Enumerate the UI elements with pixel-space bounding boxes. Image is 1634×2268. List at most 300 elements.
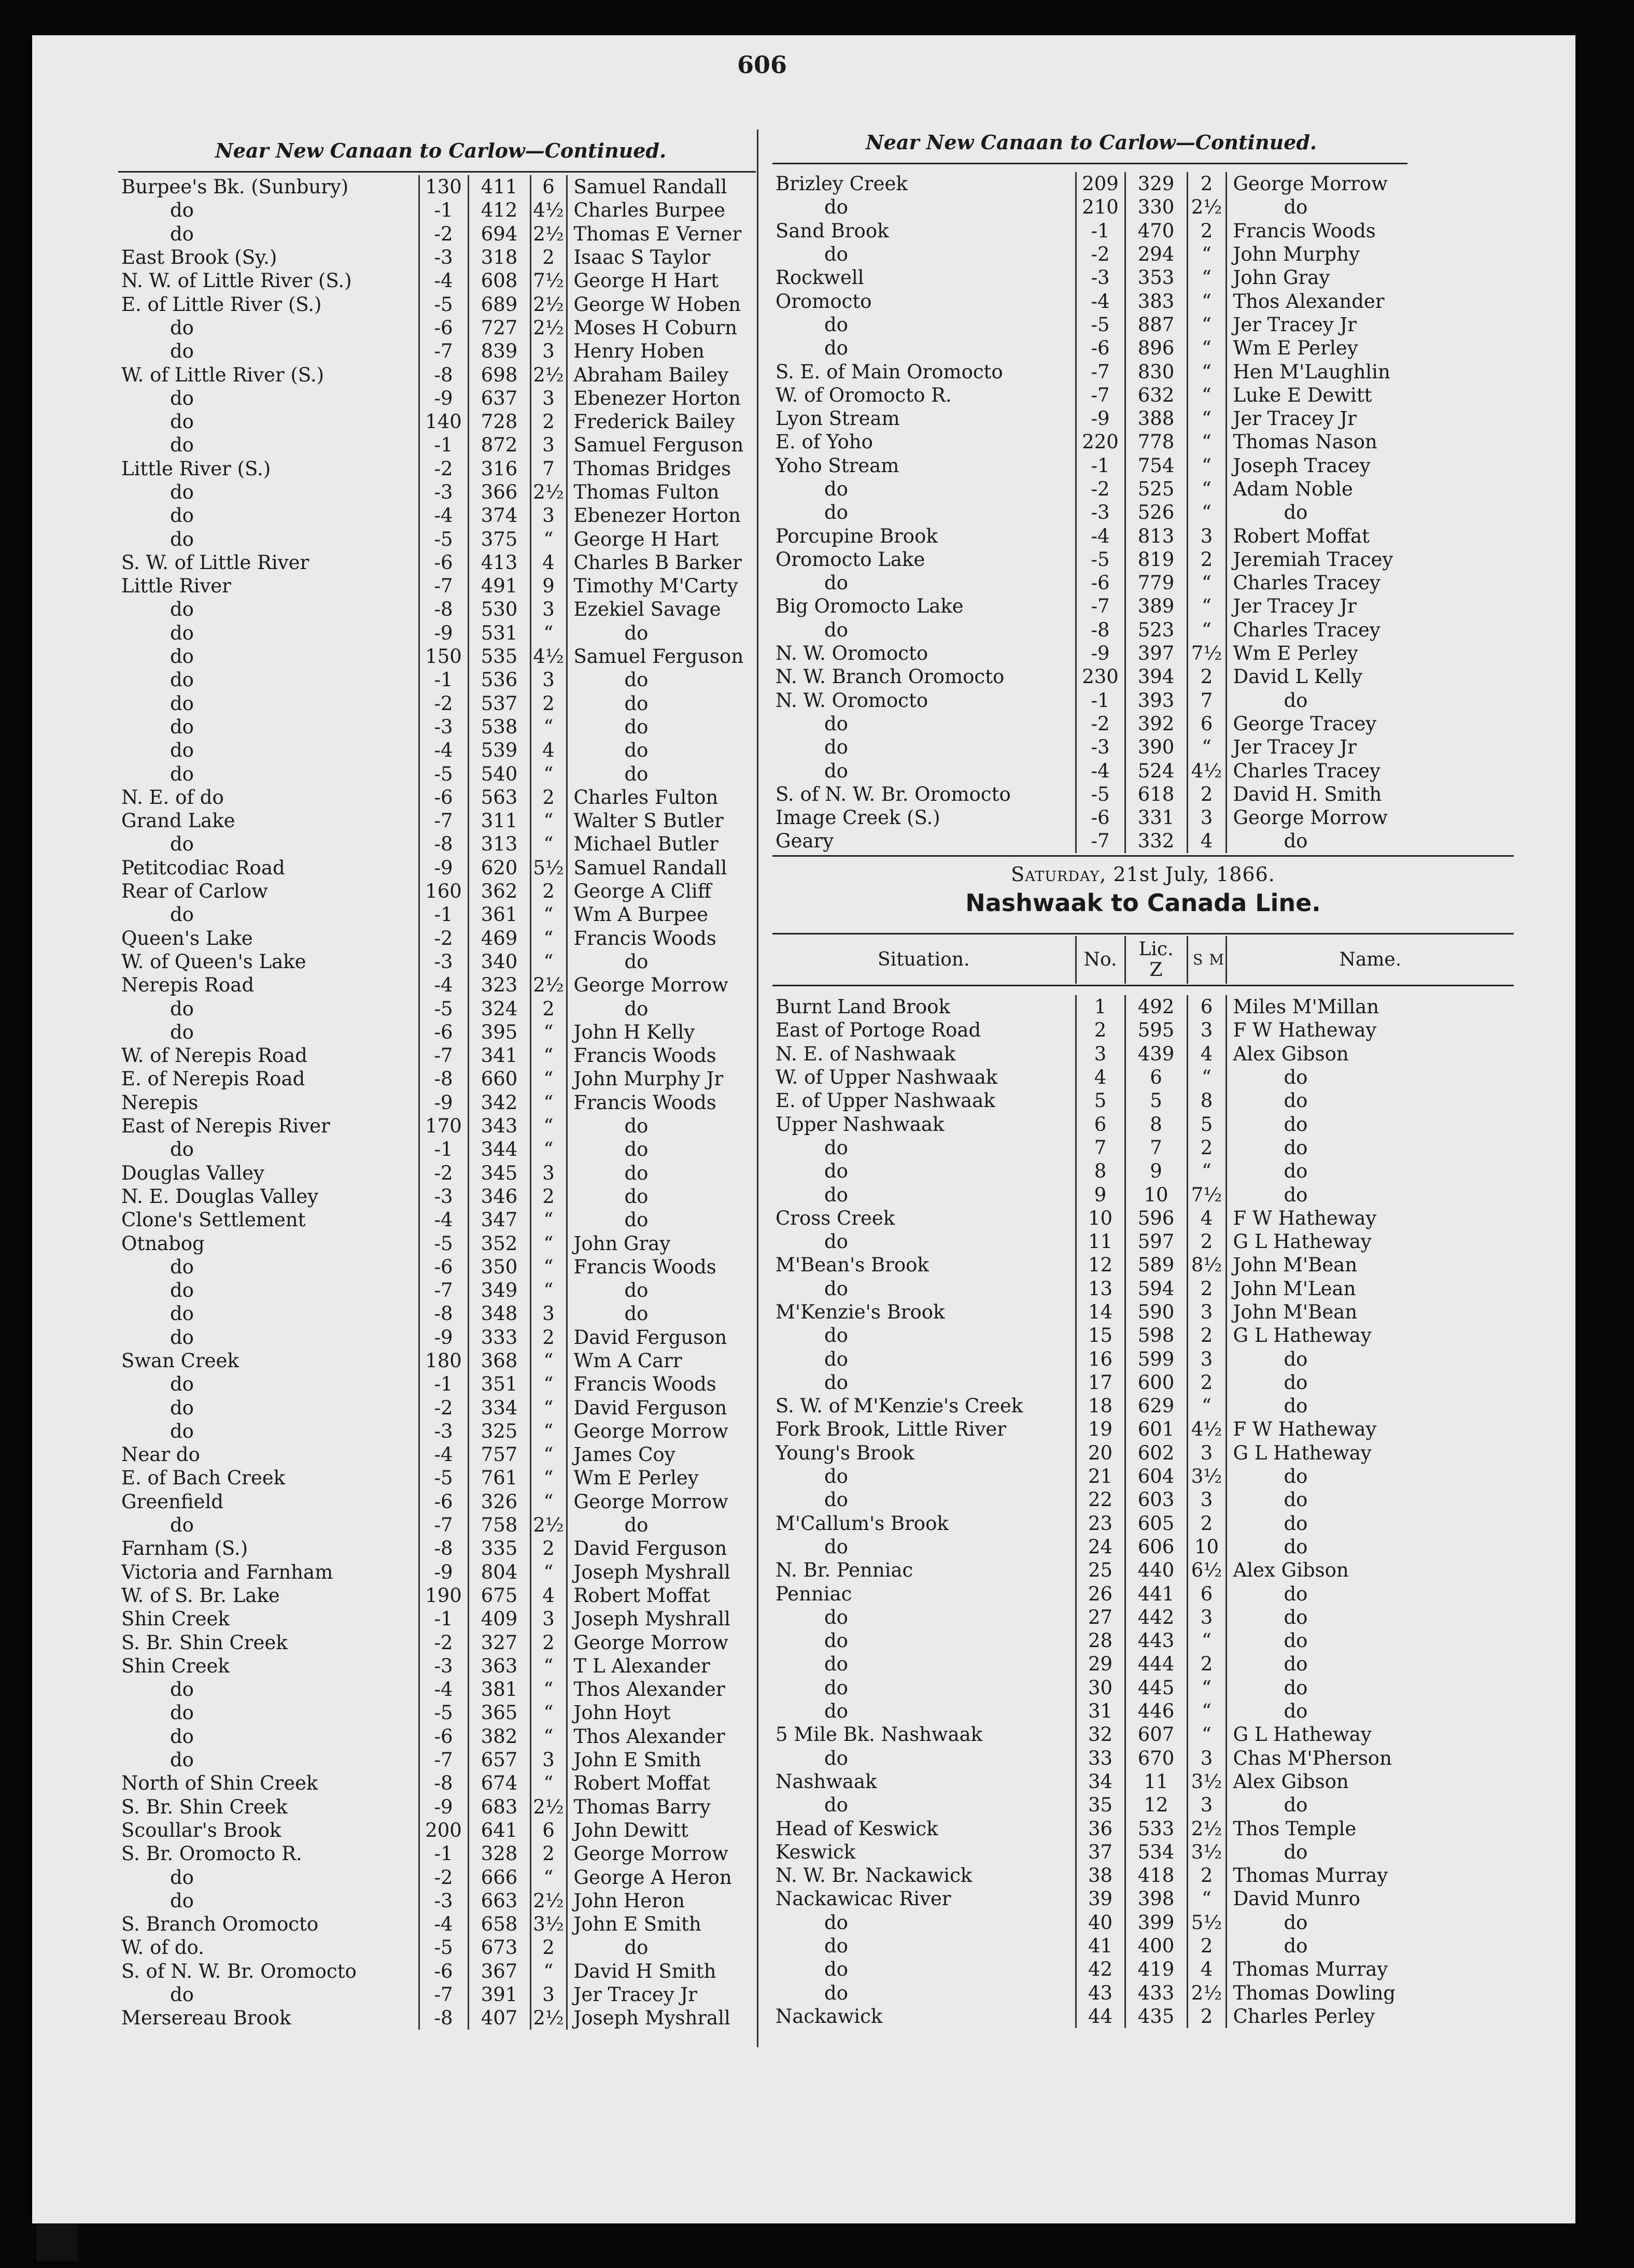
name-cell: F W Hatheway bbox=[1226, 1207, 1514, 1230]
miles-cell: 2 bbox=[1187, 1934, 1226, 1958]
name-cell: do bbox=[1226, 1699, 1514, 1723]
license-cell: 761 bbox=[468, 1466, 530, 1490]
name-cell: George H Hart bbox=[567, 269, 764, 292]
license-cell: 345 bbox=[468, 1161, 530, 1184]
miles-cell: 8 bbox=[1187, 1089, 1226, 1112]
miles-cell: 6½ bbox=[1187, 1558, 1226, 1582]
miles-cell: “ bbox=[1187, 384, 1226, 407]
nashwaak-row bbox=[772, 1817, 1514, 1840]
license-cell: 598 bbox=[1125, 1324, 1187, 1347]
miles-cell: 2 bbox=[530, 997, 567, 1020]
situation-cell: E. of Little River (S.) bbox=[121, 293, 322, 316]
nash-header-bottom-rule bbox=[772, 985, 1514, 986]
license-cell: 409 bbox=[468, 1607, 530, 1631]
situation-cell: S. Br. Shin Creek bbox=[121, 1795, 288, 1818]
number-cell: 29 bbox=[1076, 1652, 1125, 1676]
name-cell: Samuel Randall bbox=[567, 175, 764, 199]
license-cell: 606 bbox=[1125, 1535, 1187, 1558]
number-cell: -2 bbox=[419, 1631, 468, 1654]
nashwaak-row bbox=[772, 1840, 1514, 1864]
miles-cell: 2 bbox=[530, 1185, 567, 1208]
name-cell: F W Hatheway bbox=[1226, 1418, 1514, 1441]
situation-cell: do bbox=[824, 1981, 848, 2004]
name-cell: Henry Hoben bbox=[567, 339, 764, 363]
number-cell: -5 bbox=[419, 1231, 468, 1255]
situation-cell: Nackawick bbox=[776, 2005, 883, 2028]
number-cell: -4 bbox=[419, 1678, 468, 1701]
license-cell: 6 bbox=[1125, 1066, 1187, 1089]
nashwaak-row bbox=[772, 1253, 1514, 1277]
license-cell: 311 bbox=[468, 809, 530, 832]
situation-cell: do bbox=[824, 1794, 848, 1817]
ledger-row bbox=[118, 1678, 764, 1701]
miles-cell: 3 bbox=[530, 504, 567, 527]
number-cell: -9 bbox=[419, 1561, 468, 1584]
name-cell: Ezekiel Savage bbox=[567, 598, 764, 621]
situation-cell: do bbox=[170, 1983, 194, 2006]
license-cell: 397 bbox=[1125, 642, 1187, 665]
name-cell: do bbox=[567, 715, 764, 739]
license-cell: 594 bbox=[1125, 1277, 1187, 1300]
license-cell: 441 bbox=[1125, 1582, 1187, 1605]
number-cell: -7 bbox=[1076, 384, 1125, 407]
name-cell: do bbox=[1226, 1934, 1514, 1958]
ledger-row bbox=[118, 1208, 764, 1231]
ledger-row bbox=[118, 1513, 764, 1537]
ledger-row bbox=[772, 806, 1514, 829]
name-cell: Moses H Coburn bbox=[567, 316, 764, 339]
header-z-label: Z bbox=[1149, 959, 1163, 981]
nashwaak-row bbox=[772, 1981, 1514, 2004]
situation-cell: do bbox=[170, 1279, 194, 1302]
nashwaak-row bbox=[772, 1488, 1514, 1511]
miles-cell: 2 bbox=[530, 880, 567, 903]
ledger-row bbox=[118, 1584, 764, 1607]
miles-cell: 2 bbox=[1187, 1230, 1226, 1253]
name-cell: do bbox=[1226, 1535, 1514, 1558]
miles-cell: “ bbox=[1187, 313, 1226, 336]
license-cell: 674 bbox=[468, 1771, 530, 1795]
name-cell: Hen M'Laughlin bbox=[1226, 360, 1514, 383]
left-ledger-table bbox=[118, 175, 764, 2030]
left-heading-rule bbox=[118, 171, 756, 173]
name-cell: do bbox=[567, 668, 764, 691]
miles-cell: “ bbox=[530, 1396, 567, 1419]
ledger-row bbox=[772, 548, 1514, 571]
miles-cell: 2 bbox=[1187, 172, 1226, 195]
license-cell: 896 bbox=[1125, 336, 1187, 360]
miles-cell: “ bbox=[1187, 1676, 1226, 1699]
number-cell: -2 bbox=[419, 222, 468, 246]
situation-cell: Sand Brook bbox=[776, 219, 889, 242]
miles-cell: “ bbox=[530, 1490, 567, 1513]
ledger-row bbox=[118, 856, 764, 880]
name-cell: Wm E Perley bbox=[567, 1466, 764, 1490]
nashwaak-row bbox=[772, 1558, 1514, 1582]
license-cell: 351 bbox=[468, 1372, 530, 1396]
situation-cell: do bbox=[170, 316, 194, 339]
situation-cell: S. Br. Shin Creek bbox=[121, 1631, 288, 1654]
ledger-row bbox=[772, 594, 1514, 618]
number-cell: -5 bbox=[419, 762, 468, 785]
right-heading-cont: Continued. bbox=[1195, 131, 1317, 154]
license-cell: 362 bbox=[468, 880, 530, 903]
situation-cell: do bbox=[824, 1230, 848, 1253]
miles-cell: “ bbox=[1187, 477, 1226, 501]
situation-cell: N. E. of Nashwaak bbox=[776, 1042, 956, 1065]
ledger-row bbox=[118, 363, 764, 386]
number-cell: -9 bbox=[419, 621, 468, 645]
name-cell: Francis Woods bbox=[567, 927, 764, 950]
ledger-row bbox=[118, 292, 764, 316]
nashwaak-row bbox=[772, 1277, 1514, 1300]
name-cell: Thomas Nason bbox=[1226, 430, 1514, 453]
number-cell: 15 bbox=[1076, 1324, 1125, 1347]
situation-cell: do bbox=[170, 504, 194, 527]
ledger-row bbox=[118, 1561, 764, 1584]
ledger-row bbox=[118, 316, 764, 339]
miles-cell: 2½ bbox=[530, 1795, 567, 1818]
number-cell: -6 bbox=[419, 1020, 468, 1044]
situation-cell: do bbox=[824, 1183, 848, 1206]
miles-cell: 2 bbox=[1187, 1277, 1226, 1300]
miles-cell: “ bbox=[1187, 243, 1226, 266]
number-cell: -1 bbox=[1076, 689, 1125, 712]
number-cell: 34 bbox=[1076, 1770, 1125, 1793]
license-cell: 352 bbox=[468, 1231, 530, 1255]
license-cell: 538 bbox=[468, 715, 530, 739]
number-cell: 22 bbox=[1076, 1488, 1125, 1511]
name-cell: John Heron bbox=[567, 1889, 764, 1912]
license-cell: 608 bbox=[468, 269, 530, 292]
ledger-row bbox=[118, 997, 764, 1020]
number-cell: -5 bbox=[419, 292, 468, 316]
miles-cell: 7 bbox=[530, 457, 567, 480]
number-cell: -1 bbox=[1076, 219, 1125, 243]
situation-cell: do bbox=[824, 1700, 848, 1723]
name-cell: Luke E Dewitt bbox=[1226, 384, 1514, 407]
name-cell: Thos Alexander bbox=[567, 1678, 764, 1701]
name-cell: Joseph Myshrall bbox=[567, 1561, 764, 1584]
number-cell: -8 bbox=[419, 1302, 468, 1325]
license-cell: 872 bbox=[468, 433, 530, 457]
miles-cell: 2 bbox=[530, 1936, 567, 1959]
number-cell: -7 bbox=[419, 574, 468, 598]
miles-cell: “ bbox=[530, 832, 567, 856]
name-cell: Chas M'Pherson bbox=[1226, 1747, 1514, 1770]
number-cell: 2 bbox=[1076, 1018, 1125, 1042]
ledger-row bbox=[772, 571, 1514, 594]
situation-cell: do bbox=[170, 1326, 194, 1349]
nashwaak-row bbox=[772, 1207, 1514, 1230]
license-cell: 534 bbox=[1125, 1840, 1187, 1864]
name-cell: Charles Tracey bbox=[1226, 759, 1514, 782]
license-cell: 689 bbox=[468, 292, 530, 316]
miles-cell: 3 bbox=[530, 1302, 567, 1325]
number-cell: 33 bbox=[1076, 1747, 1125, 1770]
number-cell: -5 bbox=[419, 527, 468, 550]
name-cell: do bbox=[567, 621, 764, 645]
number-cell: 230 bbox=[1076, 665, 1125, 688]
license-cell: 374 bbox=[468, 504, 530, 527]
situation-cell: Burpee's Bk. (Sunbury) bbox=[121, 176, 349, 199]
number-cell: -2 bbox=[1076, 477, 1125, 501]
miles-cell: “ bbox=[530, 1114, 567, 1138]
number-cell: -7 bbox=[419, 1748, 468, 1771]
ledger-row bbox=[772, 524, 1514, 547]
miles-cell: “ bbox=[530, 1865, 567, 1889]
situation-cell: N. W. Br. Nackawick bbox=[776, 1864, 973, 1887]
miles-cell: “ bbox=[530, 1279, 567, 1302]
nashwaak-row bbox=[772, 1324, 1514, 1347]
name-cell: do bbox=[1226, 1394, 1514, 1418]
situation-cell: do bbox=[170, 434, 194, 457]
ledger-row bbox=[772, 243, 1514, 266]
name-cell: Joseph Tracey bbox=[1226, 454, 1514, 477]
ledger-row bbox=[118, 222, 764, 246]
name-cell: Wm A Carr bbox=[567, 1349, 764, 1372]
situation-cell: Swan Creek bbox=[121, 1349, 239, 1372]
page-number: 606 bbox=[737, 51, 787, 79]
situation-cell: Little River bbox=[121, 575, 231, 598]
miles-cell: “ bbox=[1187, 454, 1226, 477]
nashwaak-row bbox=[772, 1089, 1514, 1112]
name-cell: do bbox=[567, 1208, 764, 1231]
license-cell: 887 bbox=[1125, 313, 1187, 336]
license-cell: 363 bbox=[468, 1654, 530, 1678]
name-cell: do bbox=[567, 1185, 764, 1208]
ledger-row bbox=[118, 387, 764, 410]
number-cell: 39 bbox=[1076, 1887, 1125, 1910]
miles-cell: 4½ bbox=[530, 645, 567, 668]
miles-cell: 7½ bbox=[1187, 1183, 1226, 1206]
name-cell: John Murphy bbox=[1226, 243, 1514, 266]
license-cell: 660 bbox=[468, 1067, 530, 1090]
name-cell: Thos Alexander bbox=[567, 1725, 764, 1748]
ledger-row bbox=[118, 1466, 764, 1490]
situation-cell: do bbox=[170, 222, 194, 245]
number-cell: 130 bbox=[419, 175, 468, 199]
number-cell: -1 bbox=[419, 903, 468, 926]
miles-cell: “ bbox=[1187, 735, 1226, 759]
number-cell: -6 bbox=[419, 1725, 468, 1748]
name-cell: George Morrow bbox=[567, 1631, 764, 1654]
name-cell: Adam Noble bbox=[1226, 477, 1514, 501]
miles-cell: 4 bbox=[1187, 1042, 1226, 1066]
ledger-row bbox=[118, 1725, 764, 1748]
miles-cell: 10 bbox=[1187, 1535, 1226, 1558]
name-cell: John Gray bbox=[567, 1231, 764, 1255]
miles-cell: “ bbox=[530, 1654, 567, 1678]
name-cell: do bbox=[1226, 1676, 1514, 1699]
number-cell: 200 bbox=[419, 1819, 468, 1842]
miles-cell: “ bbox=[1187, 289, 1226, 313]
ledger-row bbox=[118, 1114, 764, 1138]
number-cell: 19 bbox=[1076, 1418, 1125, 1441]
situation-cell: do bbox=[170, 621, 194, 644]
ledger-row bbox=[118, 1771, 764, 1795]
ledger-row bbox=[118, 668, 764, 691]
miles-cell: 4 bbox=[530, 739, 567, 762]
situation-cell: Grand Lake bbox=[121, 810, 235, 832]
miles-cell: “ bbox=[1187, 360, 1226, 383]
license-cell: 407 bbox=[468, 2006, 530, 2030]
ledger-row bbox=[118, 1185, 764, 1208]
situation-cell: M'Bean's Brook bbox=[776, 1254, 929, 1277]
number-cell: -7 bbox=[419, 339, 468, 363]
ledger-row bbox=[118, 480, 764, 504]
name-cell: Walter S Butler bbox=[567, 809, 764, 832]
license-cell: 348 bbox=[468, 1302, 530, 1325]
ledger-row bbox=[118, 1161, 764, 1184]
ledger-row bbox=[118, 1067, 764, 1090]
name-cell: George Morrow bbox=[567, 1490, 764, 1513]
name-cell: Thomas Murray bbox=[1226, 1958, 1514, 1981]
miles-cell: “ bbox=[530, 762, 567, 785]
number-cell: 10 bbox=[1076, 1207, 1125, 1230]
name-cell: do bbox=[1226, 1089, 1514, 1112]
header-s: S bbox=[1187, 936, 1208, 984]
situation-cell: do bbox=[824, 618, 848, 641]
situation-cell: North of Shin Creek bbox=[121, 1772, 318, 1795]
center-divider bbox=[757, 130, 758, 2047]
license-cell: 839 bbox=[468, 339, 530, 363]
ledger-row bbox=[772, 289, 1514, 313]
situation-cell: S. Br. Oromocto R. bbox=[121, 1842, 302, 1865]
number-cell: 5 bbox=[1076, 1089, 1125, 1112]
ledger-row bbox=[118, 1091, 764, 1114]
name-cell: Ebenezer Horton bbox=[567, 387, 764, 410]
miles-cell: 6 bbox=[1187, 712, 1226, 735]
number-cell: 27 bbox=[1076, 1606, 1125, 1629]
license-cell: 349 bbox=[468, 1279, 530, 1302]
number-cell: -9 bbox=[419, 856, 468, 880]
situation-cell: do bbox=[170, 340, 194, 363]
ledger-row bbox=[772, 759, 1514, 782]
right-heading-main: Near New Canaan to Carlow— bbox=[866, 131, 1195, 154]
license-cell: 607 bbox=[1125, 1723, 1187, 1746]
name-cell: George Morrow bbox=[1226, 806, 1514, 829]
situation-cell: S. E. of Main Oromocto bbox=[776, 360, 1003, 383]
miles-cell: 3 bbox=[530, 433, 567, 457]
name-cell: do bbox=[1226, 689, 1514, 712]
name-cell: do bbox=[1226, 1066, 1514, 1089]
miles-cell: 3 bbox=[1187, 1300, 1226, 1324]
number-cell: -4 bbox=[419, 1912, 468, 1936]
number-cell: 43 bbox=[1076, 1981, 1125, 2004]
situation-cell: N. Br. Penniac bbox=[776, 1559, 913, 1582]
name-cell: John Gray bbox=[1226, 266, 1514, 289]
license-cell: 316 bbox=[468, 457, 530, 480]
situation-cell: N. W. Branch Oromocto bbox=[776, 665, 1005, 688]
miles-cell: 4 bbox=[530, 1584, 567, 1607]
license-cell: 445 bbox=[1125, 1676, 1187, 1699]
situation-cell: do bbox=[170, 762, 194, 785]
number-cell: 150 bbox=[419, 645, 468, 668]
situation-cell: East Brook (Sy.) bbox=[121, 246, 277, 269]
license-cell: 618 bbox=[1125, 783, 1187, 806]
situation-cell: do bbox=[824, 1535, 848, 1558]
miles-cell: “ bbox=[530, 1701, 567, 1724]
miles-cell: 4½ bbox=[1187, 1418, 1226, 1441]
miles-cell: “ bbox=[1187, 1699, 1226, 1723]
name-cell: Frederick Bailey bbox=[567, 410, 764, 433]
ledger-row bbox=[118, 1654, 764, 1678]
situation-cell: do bbox=[170, 715, 194, 738]
situation-cell: Greenfield bbox=[121, 1490, 223, 1513]
number-cell: -3 bbox=[419, 480, 468, 504]
ledger-row bbox=[118, 551, 764, 574]
number-cell: 9 bbox=[1076, 1183, 1125, 1206]
number-cell: -5 bbox=[419, 997, 468, 1020]
name-cell: do bbox=[1226, 1582, 1514, 1605]
miles-cell: “ bbox=[1187, 407, 1226, 430]
miles-cell: “ bbox=[1187, 1394, 1226, 1418]
situation-cell: S. W. of Little River bbox=[121, 551, 309, 574]
miles-cell: “ bbox=[530, 1255, 567, 1279]
ledger-row bbox=[118, 1748, 764, 1771]
situation-cell: Cross Creek bbox=[776, 1207, 895, 1229]
name-cell: do bbox=[567, 739, 764, 762]
miles-cell: 6 bbox=[1187, 995, 1226, 1018]
miles-cell: 2½ bbox=[530, 1513, 567, 1537]
name-cell: George Morrow bbox=[567, 1842, 764, 1865]
nashwaak-row bbox=[772, 1300, 1514, 1324]
ledger-row bbox=[118, 715, 764, 739]
ledger-row bbox=[118, 433, 764, 457]
number-cell: 18 bbox=[1076, 1394, 1125, 1418]
ledger-row bbox=[118, 1044, 764, 1067]
situation-cell: do bbox=[170, 1678, 194, 1701]
license-cell: 533 bbox=[1125, 1817, 1187, 1840]
situation-cell: Little River (S.) bbox=[121, 457, 271, 480]
ledger-row bbox=[118, 1302, 764, 1325]
number-cell: -6 bbox=[419, 1490, 468, 1513]
name-cell: do bbox=[1226, 1512, 1514, 1535]
miles-cell: 2 bbox=[530, 1842, 567, 1865]
situation-cell: do bbox=[170, 1255, 194, 1278]
situation-cell: do bbox=[824, 1324, 848, 1347]
license-cell: 590 bbox=[1125, 1300, 1187, 1324]
situation-cell: Young's Brook bbox=[776, 1441, 914, 1464]
license-cell: 334 bbox=[468, 1396, 530, 1419]
number-cell: 4 bbox=[1076, 1066, 1125, 1089]
name-cell: John H Kelly bbox=[567, 1020, 764, 1044]
name-cell: do bbox=[567, 1513, 764, 1537]
header-m: M bbox=[1209, 951, 1224, 968]
ledger-row bbox=[118, 598, 764, 621]
nashwaak-row bbox=[772, 1042, 1514, 1066]
ledger-row bbox=[118, 1936, 764, 1959]
miles-cell: “ bbox=[1187, 571, 1226, 594]
number-cell: -5 bbox=[1076, 783, 1125, 806]
miles-cell: 5½ bbox=[1187, 1911, 1226, 1934]
situation-cell: Big Oromocto Lake bbox=[776, 595, 964, 618]
number-cell: -2 bbox=[419, 1396, 468, 1419]
situation-cell: do bbox=[824, 337, 848, 360]
license-cell: 563 bbox=[468, 786, 530, 809]
number-cell: -4 bbox=[1076, 759, 1125, 782]
miles-cell: 2 bbox=[530, 692, 567, 715]
license-cell: 830 bbox=[1125, 360, 1187, 383]
name-cell: Ebenezer Horton bbox=[567, 504, 764, 527]
situation-cell: do bbox=[824, 1348, 848, 1370]
name-cell: Jer Tracey Jr bbox=[567, 1983, 764, 2006]
license-cell: 294 bbox=[1125, 243, 1187, 266]
name-cell: do bbox=[1226, 1911, 1514, 1934]
miles-cell: 6 bbox=[1187, 1582, 1226, 1605]
license-cell: 341 bbox=[468, 1044, 530, 1067]
